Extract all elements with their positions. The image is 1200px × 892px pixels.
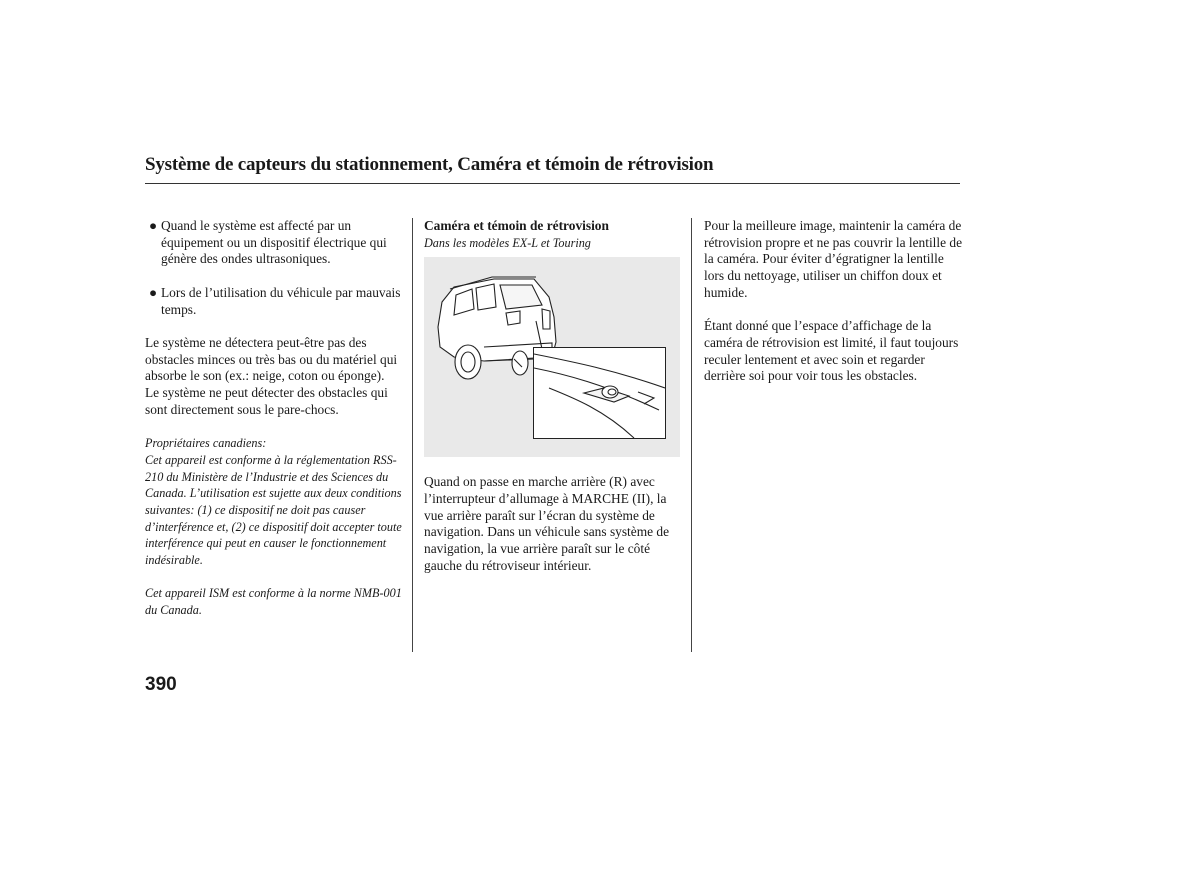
paragraph: Le système ne détectera peut-être pas des obstacles minces ou très bas ou du matériel qui absorbe le son (ex.: neige, coton ou éponge). [145,334,398,384]
bullet-text: Quand le système est affecté par un équipement ou un dispositif électrique qui génère des ondes ultrasoniques. [161,218,387,267]
column-divider-right [691,218,692,652]
column-left [145,218,407,619]
column-middle [424,218,686,574]
camera-lens-icon [534,348,665,438]
column-divider-left [412,218,413,652]
section-subheading: Dans les modèles EX-L et Touring [424,235,591,250]
list-item [145,218,407,268]
title-rule [145,183,960,184]
notice-text: Cet appareil ISM est conforme à la norme NMB-001 du Canada. [145,586,402,618]
column-right [704,218,966,385]
notice-heading: Propriétaires canadiens: [145,436,267,451]
rearview-camera-illustration [424,257,680,457]
bullet-text: Lors de l’utilisation du véhicule par mauvais temps. [161,284,401,317]
paragraph: Quand on passe en marche arrière (R) avec l’interrupteur d’allumage à MARCHE (II), la vue arrière paraît sur l’écran du système de navigation. Dans un véhicule sans système de navigation, la vue arrière paraît sur le côté gauche du rétroviseur intérieur. [424,474,670,573]
paragraph: Étant donné que l’espace d’affichage de la caméra de rétrovision est limité, il faut toujours reculer lentement et avec soin et regarder derrière soi pour voir tous les obstacles. [704,318,959,384]
page-number: 390 [145,674,177,695]
bullet-icon: ● [149,284,158,300]
page-title: Système de capteurs du stationnement, Caméra et témoin de rétrovision [145,154,714,175]
camera-closeup-inset [533,347,666,439]
section-heading: Caméra et témoin de rétrovision [424,218,609,233]
notice-text: Cet appareil est conforme à la réglementation RSS-210 du Ministère de l’Industrie et des Sciences du Canada. L’utilisation est sujette aux deux conditions suivantes: (1) ce dispositif ne doit pas causer d’interférence et, (2) ce dispositif doit accepter toute interférence qui peut en causer le fonctionnement indésirable. [145,452,402,568]
list-item [145,285,407,318]
paragraph: Le système ne peut détecter des obstacles qui sont directement sous le pare-chocs. [145,385,388,417]
bullet-icon: ● [149,218,158,233]
paragraph: Pour la meilleure image, maintenir la caméra de rétrovision propre et ne pas couvrir la lentille de la caméra. Pour éviter d’égratigner la lentille lors du nettoyage, utiliser un chiffon doux et humide. [704,218,963,300]
